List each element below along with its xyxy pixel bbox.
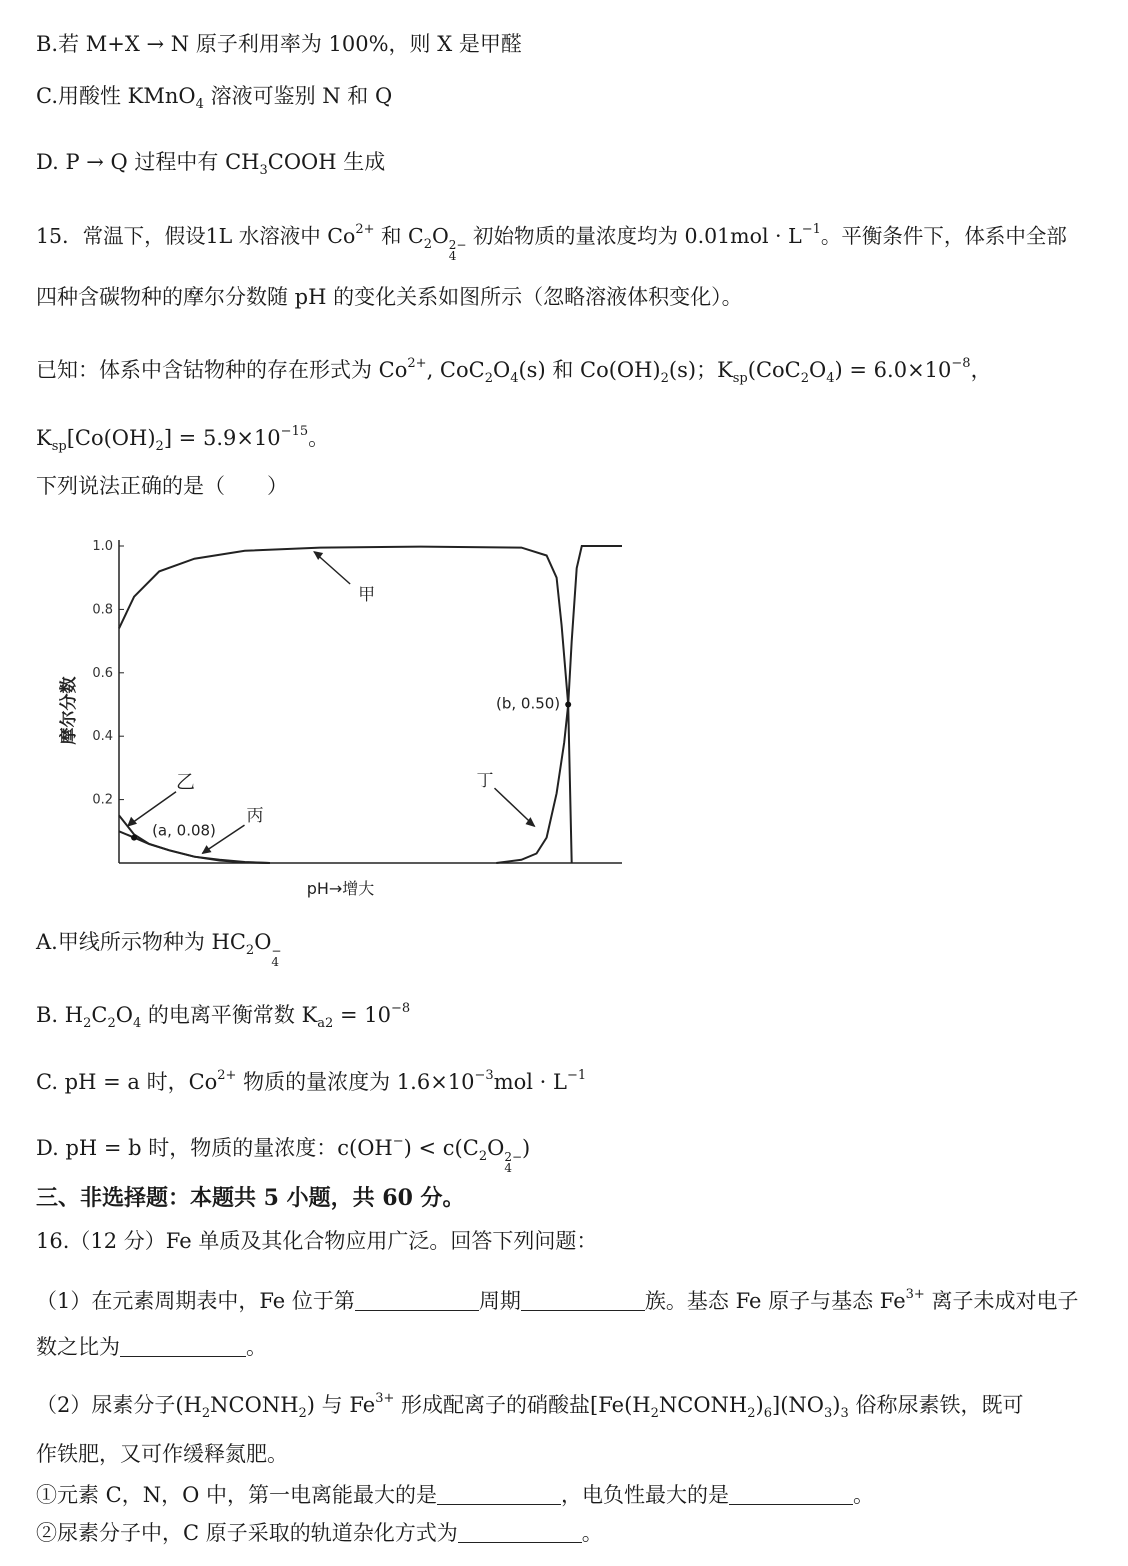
q16-head: 16.（12 分）Fe 单质及其化合物应用广泛。回答下列问题： — [36, 1229, 598, 1253]
y-tick-label: 1.0 — [92, 539, 113, 554]
text: O — [115, 1003, 133, 1027]
chart-svg — [40, 532, 640, 912]
subscript: 2 — [201, 1406, 211, 1421]
superscript: − — [271, 944, 282, 958]
text: （1）在元素周期表中，Fe 位于第 — [36, 1289, 355, 1313]
text: 族。基态 Fe 原子与基态 Fe — [644, 1289, 906, 1313]
x-axis-label: pH→增大 — [306, 879, 375, 898]
text: B.若 M+X — [36, 32, 147, 56]
text: 15．常温下，假设1L 水溶液中 Co — [36, 224, 356, 248]
text: ①元素 C，N，O 中，第一电离能最大的是 — [36, 1483, 438, 1507]
option-d-prev — [36, 148, 385, 185]
text: ](NO — [772, 1393, 824, 1417]
superscript: 3+ — [905, 1287, 925, 1302]
subscript: 3 — [259, 163, 268, 178]
text: 物质的量浓度为 1.6×10 — [236, 1070, 475, 1094]
q15-line3 — [36, 350, 992, 393]
arrowhead-yi — [127, 817, 137, 827]
text: 已知：体系中含钴物种的存在形式为 Co — [36, 358, 408, 382]
q15-line1 — [36, 216, 1067, 262]
superscript: −8 — [391, 1001, 411, 1016]
text: 。 — [246, 1335, 267, 1359]
y-tick-label: 0.2 — [92, 792, 113, 808]
q15-option-c — [36, 1062, 586, 1096]
q15-option-b — [36, 995, 410, 1038]
text: 溶液可鉴别 N 和 Q — [203, 84, 393, 108]
q15-line4 — [36, 418, 329, 461]
text: 离子未成对电子 — [924, 1289, 1079, 1313]
text: (s) 和 Co(OH) — [518, 358, 661, 382]
text: COOH 生成 — [267, 150, 386, 174]
text: ，电负性最大的是 — [561, 1483, 730, 1507]
q16-part1b — [36, 1333, 267, 1361]
text: A.甲线所示物种为 HC — [36, 930, 246, 954]
subscript: 4 — [448, 249, 457, 263]
text: ) — [755, 1393, 764, 1417]
superscript: −1 — [566, 1068, 587, 1083]
text: [Co(OH) — [66, 426, 156, 450]
text: （2）尿素分子(H — [36, 1393, 202, 1417]
point-b-label: (b, 0.50) — [496, 694, 561, 713]
subscript: 2 — [298, 1406, 307, 1421]
subscript: 2 — [650, 1406, 659, 1421]
label-yi: 乙 — [176, 770, 196, 793]
subscript: 4 — [132, 1016, 142, 1031]
text: ) = 6.0×10 — [834, 358, 952, 382]
text: O — [487, 1136, 505, 1160]
text: 初始物质的量浓度均为 0.01mol · L — [466, 224, 802, 248]
answer-blank-ionization[interactable] — [437, 1484, 561, 1505]
text: ] = 5.9×10 — [163, 426, 281, 450]
superscript: 2+ — [407, 356, 427, 371]
section-heading: 三、非选择题：本题共 5 小题，共 60 分。 — [36, 1185, 465, 1211]
text: O — [492, 358, 511, 382]
text: O — [254, 930, 272, 954]
text: 。 — [308, 426, 330, 450]
superscript: 3+ — [375, 1391, 395, 1406]
text: NCONH — [658, 1393, 748, 1417]
text: = 10 — [333, 1003, 391, 1027]
subscript: 2 — [83, 1016, 92, 1031]
superscript: −1 — [801, 222, 821, 237]
label-bing: 丙 — [246, 806, 264, 827]
text: N 原子利用率为 100%，则 X 是甲醛 — [164, 32, 522, 56]
subscript: 4 — [510, 371, 519, 386]
subscript: 2 — [155, 439, 164, 454]
q15-option-d — [36, 1128, 530, 1174]
subscript: 3 — [840, 1406, 849, 1421]
label-jia: 甲 — [358, 585, 376, 605]
text: K — [36, 426, 52, 450]
y-tick-label: 0.4 — [92, 729, 113, 745]
text: C.用酸性 KMnO — [36, 84, 196, 108]
subscript: 2 — [245, 943, 255, 958]
q15-prompt: 下列说法正确的是（ ） — [36, 474, 288, 498]
superscript: 2− — [448, 238, 467, 252]
q15-option-a — [36, 928, 281, 968]
superscript: 2+ — [355, 222, 375, 237]
text: 周期 — [478, 1289, 521, 1313]
subscript: 4 — [271, 955, 280, 969]
answer-blank-hybridization[interactable] — [458, 1522, 582, 1543]
text: ) — [832, 1393, 841, 1417]
q16-sub1 — [36, 1481, 874, 1509]
arrow: → — [86, 150, 104, 174]
text: 数之比为 — [36, 1335, 120, 1359]
q16-sub2 — [36, 1519, 603, 1547]
q15-line2: 四种含碳物种的摩尔分数随 pH 的变化关系如图所示（忽略溶液体积变化）。 — [36, 285, 743, 309]
subscript: 2 — [800, 371, 810, 386]
subscript: 6 — [763, 1406, 773, 1421]
subscript: sp — [51, 439, 67, 454]
answer-blank-ratio[interactable] — [120, 1336, 246, 1357]
text: 的电离平衡常数 K — [141, 1003, 318, 1027]
text: D. pH = b 时，物质的量浓度：c(OH — [36, 1136, 393, 1160]
subscript: 4 — [504, 1161, 512, 1175]
text: 形成配离子的硝酸盐[Fe(H — [394, 1393, 651, 1417]
subscript: 3 — [824, 1406, 833, 1421]
subscript: 4 — [195, 97, 204, 112]
text: O — [431, 224, 449, 248]
subscript: 2 — [484, 371, 493, 386]
text: ) 与 Fe — [306, 1393, 376, 1417]
superscript: −3 — [474, 1068, 494, 1083]
arrowhead-bing — [202, 845, 212, 854]
answer-blank-period[interactable] — [355, 1290, 479, 1311]
answer-blank-electronegativity[interactable] — [729, 1484, 853, 1505]
subscript: 2 — [478, 1149, 488, 1164]
text: 俗称尿素铁，既可 — [848, 1393, 1024, 1417]
text: C. pH = a 时，Co — [36, 1070, 218, 1094]
label-ding: 丁 — [476, 771, 494, 792]
superscript: −8 — [951, 356, 971, 371]
subscript: 2 — [107, 1016, 116, 1031]
point-a — [131, 835, 137, 841]
point-b — [565, 702, 571, 708]
subscript: sp — [732, 371, 748, 386]
text: B. H — [36, 1003, 84, 1027]
superscript: 2− — [504, 1150, 523, 1164]
text: 。 — [581, 1521, 603, 1545]
text: ) — [522, 1136, 531, 1160]
text: 。 — [853, 1483, 875, 1507]
q16-part1 — [36, 1281, 1078, 1315]
answer-blank-group[interactable] — [521, 1290, 645, 1311]
subscript: 2 — [423, 237, 432, 252]
text: ②尿素分子中，C 原子采取的轨道杂化方式为 — [36, 1521, 458, 1545]
q16-part2 — [36, 1385, 1023, 1428]
y-tick-label: 0.6 — [92, 665, 113, 681]
subscript: 2 — [747, 1406, 756, 1421]
subscript: 2 — [660, 371, 669, 386]
text: mol · L — [493, 1070, 567, 1094]
text: 和 C — [374, 224, 424, 248]
text: NCONH — [210, 1393, 299, 1417]
superscript: −15 — [280, 424, 309, 439]
y-tick-label: 0.8 — [92, 602, 113, 618]
text: ) < c(C — [403, 1136, 479, 1160]
text: (CoC — [747, 358, 801, 382]
subscript: a2 — [317, 1016, 334, 1031]
y-axis-label: 摩尔分数 — [59, 676, 79, 745]
text: O — [809, 358, 827, 382]
superscript: 2+ — [217, 1068, 237, 1083]
text: 。平衡条件下，体系中全部 — [820, 224, 1067, 248]
point-a-label: (a, 0.08) — [152, 821, 216, 840]
text: C — [91, 1003, 108, 1027]
mole-fraction-chart — [40, 532, 640, 912]
q16-part2b: 作铁肥，又可作缓释氮肥。 — [36, 1442, 288, 1466]
subscript: 4 — [826, 371, 835, 386]
option-b-prev — [36, 30, 522, 58]
text: Q 过程中有 CH — [103, 150, 260, 174]
text: , CoC — [426, 358, 485, 382]
option-c-prev — [36, 82, 392, 119]
text: ， — [970, 358, 992, 382]
text: D. P — [36, 150, 87, 174]
text: (s)；K — [668, 358, 733, 382]
superscript: − — [392, 1134, 404, 1149]
arrow: → — [146, 32, 165, 56]
